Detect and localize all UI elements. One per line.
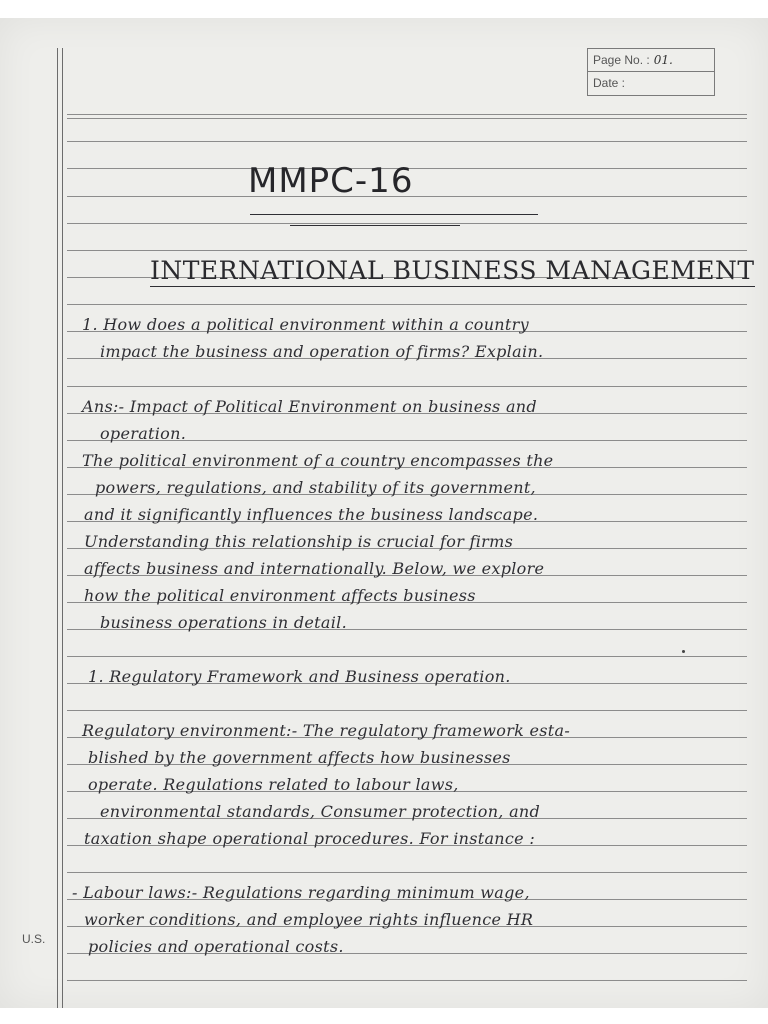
ruled-line <box>67 872 747 873</box>
date-label: Date : <box>593 76 626 90</box>
page-header-box <box>587 48 715 96</box>
paragraph-line: environmental standards, Consumer protection, and <box>100 802 541 821</box>
bullet-line: policies and operational costs. <box>88 937 344 956</box>
side-label: U.S. <box>22 932 46 946</box>
paragraph-line: how the political environment affects business <box>84 586 476 605</box>
paragraph-line: business operations in detail. <box>100 613 347 632</box>
page-title: MMPC-16 <box>248 161 414 201</box>
ruled-line <box>67 250 747 251</box>
answer-heading: operation. <box>100 424 187 443</box>
ruled-line <box>67 710 747 711</box>
question-line: impact the business and operation of firms? Explain. <box>100 342 544 361</box>
ruled-line <box>67 141 747 142</box>
page-number-value: 01. <box>653 53 673 67</box>
date-row <box>588 71 714 94</box>
ruled-line <box>67 114 747 119</box>
ruled-line <box>67 304 747 305</box>
section-heading: 1. Regulatory Framework and Business operation. <box>88 667 511 686</box>
paragraph-line: affects business and internationally. Below, we explore <box>84 559 545 578</box>
margin-line <box>62 48 63 1008</box>
paragraph-line: taxation shape operational procedures. For instance : <box>84 829 536 848</box>
paragraph-line: powers, regulations, and stability of its government, <box>95 478 536 497</box>
paragraph-line: and it significantly influences the business landscape. <box>84 505 539 524</box>
subject-heading: INTERNATIONAL BUSINESS MANAGEMENT <box>150 256 755 285</box>
paragraph-line: Regulatory environment:- The regulatory framework esta- <box>82 721 571 740</box>
paragraph-line: blished by the government affects how businesses <box>88 748 511 767</box>
ruled-line <box>67 223 747 224</box>
ruled-line <box>67 386 747 387</box>
margin-line <box>57 48 58 1008</box>
page-number-row <box>588 49 714 71</box>
ruled-line <box>67 980 747 981</box>
page-number-label: Page No. : <box>593 53 650 67</box>
bullet-line: - Labour laws:- Regulations regarding minimum wage, <box>72 883 530 902</box>
title-underline <box>290 225 460 226</box>
title-underline <box>250 214 538 215</box>
notebook-page <box>0 18 768 1008</box>
paragraph-line: operate. Regulations related to labour laws, <box>88 775 459 794</box>
ruled-line <box>67 656 747 657</box>
ink-dot <box>682 650 685 653</box>
paragraph-line: Understanding this relationship is crucial for firms <box>84 532 514 551</box>
answer-heading: Ans:- Impact of Political Environment on business and <box>82 397 537 416</box>
question-line: 1. How does a political environment within a country <box>82 315 529 334</box>
bullet-line: worker conditions, and employee rights influence HR <box>84 910 534 929</box>
paragraph-line: The political environment of a country encompasses the <box>82 451 554 470</box>
